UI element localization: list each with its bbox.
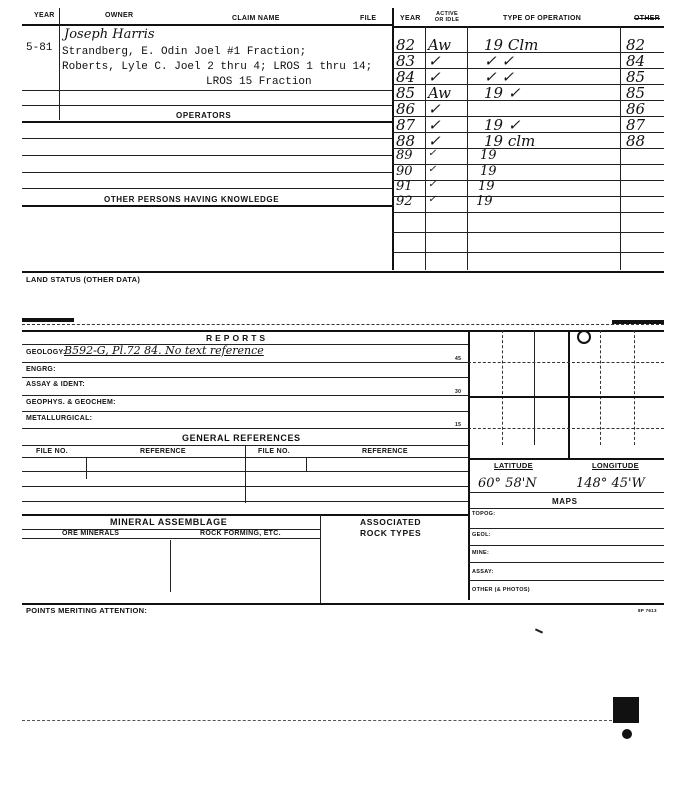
activity-year: 87 bbox=[396, 116, 416, 134]
ore-minerals-label: ORE MINERALS bbox=[62, 530, 120, 537]
activity-year: 84 bbox=[396, 68, 416, 86]
assay-map-label: ASSAY: bbox=[472, 569, 494, 575]
activity-status: ✓ bbox=[428, 116, 441, 134]
other-persons-rule bbox=[22, 205, 392, 207]
engrg-label: ENGRG: bbox=[26, 366, 56, 373]
geology-value: B592-G, Pl.72 84. No text reference bbox=[64, 344, 264, 357]
owner-line-2: Roberts, Lyle C. Joel 2 thru 4; LROS 1 thru 14; bbox=[62, 61, 373, 73]
grid-line bbox=[468, 362, 664, 363]
smudge-left bbox=[22, 318, 74, 322]
activity-rule bbox=[392, 212, 664, 213]
activity-type: ✓ ✓ bbox=[484, 68, 514, 86]
file-header: FILE bbox=[360, 15, 377, 22]
year-col-divider bbox=[59, 8, 60, 120]
activity-year: 89 bbox=[396, 148, 413, 163]
activity-status: ✓ bbox=[428, 148, 437, 159]
topog-label: TOPOG: bbox=[472, 511, 496, 517]
metallurgical-label: METALLURGICAL: bbox=[26, 415, 93, 422]
owner-header: OWNER bbox=[105, 12, 134, 19]
associated-label: ASSOCIATED bbox=[360, 517, 422, 527]
file-col-divider bbox=[392, 8, 394, 270]
geology-num: 45 bbox=[455, 356, 462, 362]
activity-other: 87 bbox=[626, 116, 646, 134]
assay-num: 30 bbox=[455, 389, 462, 395]
activity-other: 85 bbox=[626, 68, 646, 86]
other-persons-label: OTHER PERSONS HAVING KNOWLEDGE bbox=[104, 195, 280, 204]
refs-row-rule bbox=[22, 501, 468, 502]
col-file-no: FILE NO. bbox=[36, 448, 68, 455]
top-rule-right bbox=[392, 26, 664, 28]
activity-year: 92 bbox=[396, 194, 413, 209]
activity-year: 91 bbox=[396, 179, 413, 194]
operators-label: OPERATORS bbox=[176, 111, 232, 120]
activity-type: 19 bbox=[478, 179, 495, 194]
activity-type: 19 bbox=[476, 194, 493, 209]
activity-other: 86 bbox=[626, 100, 646, 118]
maps-title: MAPS bbox=[552, 497, 578, 506]
activity-col-divider bbox=[620, 26, 621, 270]
operators-row-2 bbox=[22, 155, 392, 156]
mineral-top-rule bbox=[22, 514, 468, 516]
lat-long-top-rule bbox=[468, 458, 664, 460]
owner-rule-1 bbox=[22, 90, 392, 91]
geology-label: GEOLOGY: bbox=[26, 349, 66, 356]
activity-year: 82 bbox=[396, 36, 416, 54]
activity-year: 90 bbox=[396, 164, 413, 179]
grid-line bbox=[568, 330, 570, 458]
activity-year: 85 bbox=[396, 84, 416, 102]
maps-title-rule bbox=[468, 508, 664, 509]
col-reference: REFERENCE bbox=[140, 448, 186, 455]
activity-status: ✓ bbox=[428, 194, 437, 205]
activity-status: Aw bbox=[428, 36, 451, 54]
owner-entry-year: 5-81 bbox=[26, 42, 53, 54]
lat-long-bottom-rule bbox=[468, 492, 664, 493]
active-idle-header: ACTIVE OR IDLE bbox=[434, 11, 460, 23]
activity-rule bbox=[392, 252, 664, 253]
activity-type: 19 bbox=[480, 148, 497, 163]
geophys-rule bbox=[22, 411, 468, 412]
col-file-no-2: FILE NO. bbox=[258, 448, 290, 455]
claim-name-header: CLAIM NAME bbox=[232, 15, 280, 22]
metallurgical-rule bbox=[22, 428, 468, 429]
activity-rule bbox=[392, 232, 664, 233]
activity-other: 85 bbox=[626, 84, 646, 102]
maps-rule bbox=[468, 545, 664, 546]
location-marker-icon bbox=[577, 330, 591, 344]
other-header: OTHER bbox=[634, 15, 660, 22]
registration-mark-dot bbox=[622, 729, 632, 739]
year2-header: YEAR bbox=[400, 15, 421, 22]
form-number: 8P 7613 bbox=[638, 608, 657, 613]
longitude-label: LONGITUDE bbox=[592, 461, 639, 470]
activity-status: Aw bbox=[428, 84, 451, 102]
refs-row-rule bbox=[22, 486, 468, 487]
grid-line bbox=[468, 428, 664, 429]
refs-col-divider bbox=[306, 457, 307, 471]
mineral-inner-divider bbox=[170, 540, 171, 592]
longitude-value: 148° 45'W bbox=[576, 476, 645, 491]
operators-row-3 bbox=[22, 172, 392, 173]
activity-type: 19 ✓ bbox=[484, 116, 521, 134]
assay-label: ASSAY & IDENT: bbox=[26, 381, 86, 388]
engrg-rule bbox=[22, 377, 468, 378]
speck bbox=[535, 628, 543, 633]
activity-status: ✓ bbox=[428, 164, 437, 175]
owner-handwritten-name: Joseph Harris bbox=[64, 27, 155, 42]
geology-rule bbox=[22, 362, 468, 363]
assay-rule bbox=[22, 395, 468, 396]
points-top-rule bbox=[22, 603, 664, 605]
col-reference-2: REFERENCE bbox=[362, 448, 408, 455]
year-header: YEAR bbox=[34, 12, 55, 19]
owner-line-3: LROS 15 Fraction bbox=[206, 76, 312, 88]
grid-line bbox=[468, 396, 664, 398]
land-status-rule bbox=[22, 271, 664, 273]
maps-rule bbox=[468, 528, 664, 529]
activity-other: 82 bbox=[626, 36, 646, 54]
reports-right-divider bbox=[468, 330, 470, 600]
mine-label: MINE: bbox=[472, 550, 490, 556]
activity-status: ✓ bbox=[428, 100, 441, 118]
mineral-header-rule bbox=[22, 538, 320, 539]
general-refs-title: GENERAL REFERENCES bbox=[182, 433, 301, 443]
bottom-dashed-line bbox=[22, 720, 612, 721]
activity-col-divider bbox=[425, 26, 426, 270]
mineral-title: MINERAL ASSEMBLAGE bbox=[110, 517, 228, 527]
geol-label: GEOL: bbox=[472, 532, 491, 538]
activity-year: 86 bbox=[396, 100, 416, 118]
other-photos-label: OTHER (& PHOTOS) bbox=[472, 587, 530, 593]
activity-col-divider bbox=[467, 26, 468, 270]
operators-row-4 bbox=[22, 188, 392, 189]
land-status-label: LAND STATUS (OTHER DATA) bbox=[26, 275, 141, 284]
operators-row-1 bbox=[22, 138, 392, 139]
maps-rule bbox=[468, 562, 664, 563]
type-of-operation-header: TYPE OF OPERATION bbox=[503, 15, 582, 22]
top-rule bbox=[22, 24, 392, 26]
refs-row-rule bbox=[22, 471, 468, 472]
owner-rule-2 bbox=[22, 105, 392, 106]
activity-status: ✓ bbox=[428, 68, 441, 86]
latitude-label: LATITUDE bbox=[494, 461, 533, 470]
latitude-value: 60° 58'N bbox=[478, 476, 537, 491]
activity-status: ✓ bbox=[428, 52, 441, 70]
operators-rule bbox=[22, 121, 392, 123]
activity-status: ✓ bbox=[428, 132, 441, 150]
rock-forming-label: ROCK FORMING, ETC. bbox=[200, 530, 281, 537]
owner-line-1: Strandberg, E. Odin Joel #1 Fraction; bbox=[62, 46, 307, 58]
reports-top-dashed bbox=[22, 324, 664, 325]
refs-mid-divider bbox=[245, 445, 246, 503]
activity-type: 19 ✓ bbox=[484, 84, 521, 102]
metallurgical-num: 15 bbox=[455, 422, 462, 428]
activity-status: ✓ bbox=[428, 179, 437, 190]
points-label: POINTS MERITING ATTENTION: bbox=[26, 606, 148, 615]
mineral-divider bbox=[320, 514, 321, 603]
activity-other: 88 bbox=[626, 132, 646, 150]
activity-type: 19 Clm bbox=[484, 36, 539, 54]
maps-rule bbox=[468, 580, 664, 581]
reports-title: REPORTS bbox=[206, 333, 269, 343]
activity-type: 19 bbox=[480, 164, 497, 179]
activity-year: 88 bbox=[396, 132, 416, 150]
activity-type: ✓ ✓ bbox=[484, 52, 514, 70]
activity-year: 83 bbox=[396, 52, 416, 70]
activity-type: 19 clm bbox=[484, 132, 536, 150]
rock-types-label: ROCK TYPES bbox=[360, 528, 422, 538]
refs-col-divider bbox=[86, 457, 87, 479]
geophys-label: GEOPHYS. & GEOCHEM: bbox=[26, 399, 116, 406]
activity-other: 84 bbox=[626, 52, 646, 70]
registration-mark-square bbox=[613, 697, 639, 723]
